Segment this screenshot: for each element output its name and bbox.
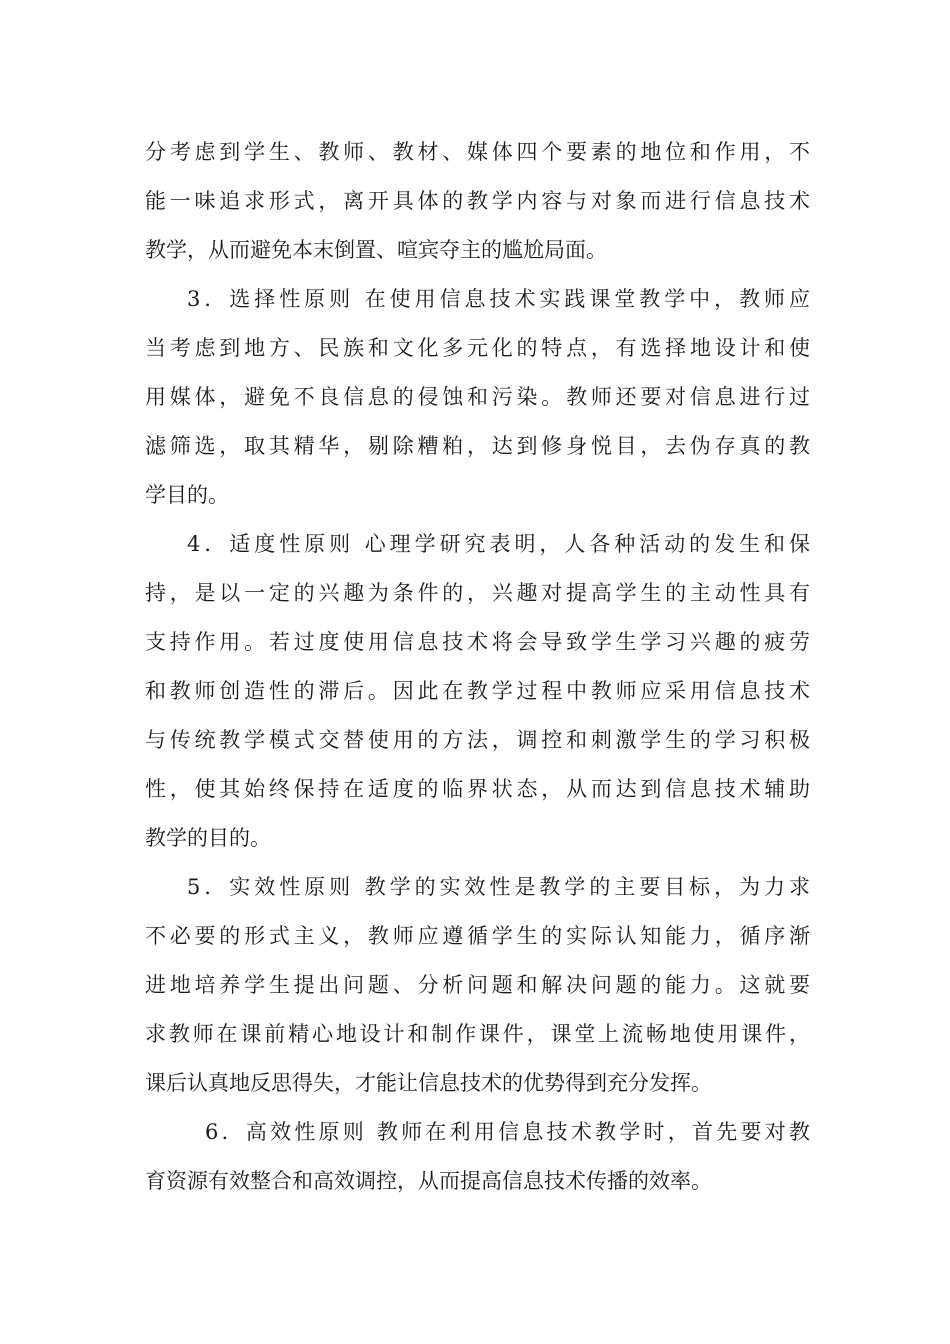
text-line: 不必要的形式主义，教师应遵循学生的实际认知能力，循序渐 (145, 924, 810, 948)
text-line: 学目的。 (145, 483, 229, 507)
text-line: 育资源有效整合和高效调控，从而提高信息技术传播的效率。 (145, 1169, 712, 1193)
text-line: 持，是以一定的兴趣为条件的，兴趣对提高学生的主动性具有 (145, 581, 810, 605)
text-line: 当考虑到地方、民族和文化多元化的特点，有选择地设计和使 (145, 336, 810, 360)
text-line: 教学的目的。 (145, 826, 271, 850)
text-line: 求教师在课前精心地设计和制作课件，课堂上流畅地使用课件， (145, 1022, 810, 1046)
text-line: 与传统教学模式交替使用的方法，调控和刺激学生的学习积极 (145, 728, 810, 752)
text-line: 分考虑到学生、教师、教材、媒体四个要素的地位和作用，不 (145, 140, 810, 164)
text-line: 4．适度性原则 心理学研究表明，人各种活动的发生和保 (187, 532, 810, 556)
text-line: 课后认真地反思得失，才能让信息技术的优势得到充分发挥。 (145, 1071, 712, 1095)
text-line: 6．高效性原则 教师在利用信息技术教学时，首先要对教 (205, 1120, 810, 1144)
text-line: 能一味追求形式，离开具体的教学内容与对象而进行信息技术 (145, 189, 810, 213)
text-line: 滤筛选，取其精华，剔除糟粕，达到修身悦目，去伪存真的教 (145, 434, 810, 458)
text-line: 进地培养学生提出问题、分析问题和解决问题的能力。这就要 (145, 973, 810, 997)
text-line: 3．选择性原则 在使用信息技术实践课堂教学中，教师应 (187, 287, 810, 311)
body-text (145, 128, 810, 1206)
text-line: 用媒体，避免不良信息的侵蚀和污染。教师还要对信息进行过 (145, 385, 810, 409)
text-line: 性，使其始终保持在适度的临界状态，从而达到信息技术辅助 (145, 777, 810, 801)
text-line: 支持作用。若过度使用信息技术将会导致学生学习兴趣的疲劳 (145, 630, 810, 654)
text-line: 教学，从而避免本末倒置、喧宾夺主的尴尬局面。 (145, 238, 607, 262)
text-line: 5．实效性原则 教学的实效性是教学的主要目标，为力求 (187, 875, 810, 899)
text-line: 和教师创造性的滞后。因此在教学过程中教师应采用信息技术 (145, 679, 810, 703)
